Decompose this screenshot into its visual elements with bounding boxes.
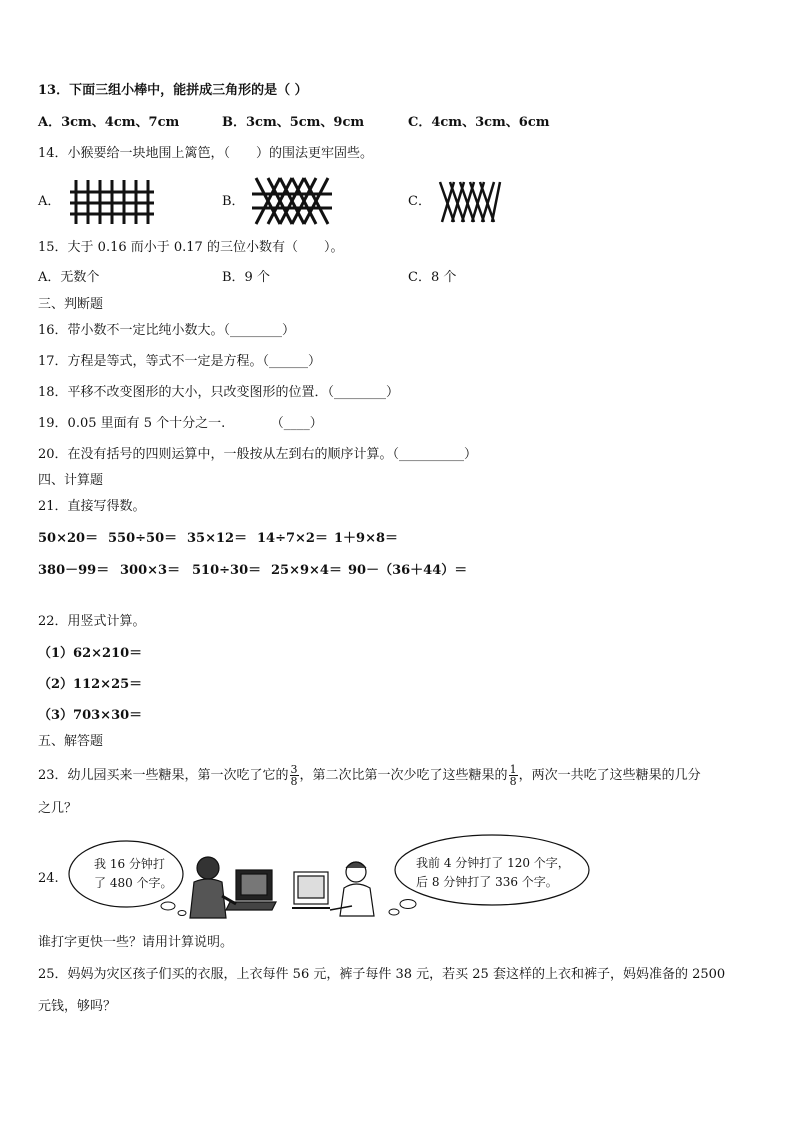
section-5-heading: 五、解答题 <box>38 734 104 749</box>
q17-text: 17．方程是等式，等式不一定是方程。（______） <box>38 354 322 369</box>
girl-at-computer-illustration <box>290 852 382 920</box>
q21-stem: 21．直接写得数。 <box>38 499 146 514</box>
bubble-right-line-1: 我前 4 分钟打了 120 个字， <box>416 856 570 870</box>
bubble-left-line-2: 了 480 个字。 <box>94 876 173 890</box>
q23-text-part-2: ，第二次比第一次少吃了这些糖果的 <box>299 768 508 783</box>
q19-text: 19．0.05 里面有 5 个十分之一. （____） <box>38 416 323 431</box>
q21-item: 14÷7×2＝ <box>257 531 328 546</box>
q23-line-2: 之几？ <box>38 801 78 816</box>
q13-option-b: B．3cm、5cm、9cm <box>222 115 365 130</box>
fence-grid-figure <box>66 178 156 226</box>
q21-item: 550÷50＝ <box>108 531 178 546</box>
q21-item: 50×20＝ <box>38 531 99 546</box>
q24-number: 24. <box>38 871 59 886</box>
section-3-heading: 三、判断题 <box>38 297 104 312</box>
q21-item: 25×9×4＝ <box>271 563 342 578</box>
q21-item: 35×12＝ <box>187 531 248 546</box>
q13-option-a: A．3cm、4cm、7cm <box>38 115 180 130</box>
q13-option-c: C．4cm、3cm、6cm <box>408 115 550 130</box>
q13-stem: 13．下面三组小棒中，能拼成三角形的是（ ） <box>38 83 308 98</box>
q22-item: （3）703×30＝ <box>38 708 143 723</box>
fence-cross-figure <box>250 176 334 226</box>
q21-item: 300×3＝ <box>120 563 181 578</box>
q14-stem: 14．小猴要给一块地围上篱笆，（ ）的围法更牢固些。 <box>38 146 374 161</box>
q15-stem: 15．大于 0.16 而小于 0.17 的三位小数有（ ）。 <box>38 240 344 255</box>
q16-text: 16．带小数不一定比纯小数大。（________） <box>38 323 296 338</box>
boy-at-computer-illustration <box>186 852 278 920</box>
q23-text-part-1: 23．幼儿园买来一些糖果，第一次吃了它的 <box>38 768 289 783</box>
q22-item: （1）62×210＝ <box>38 646 143 661</box>
q21-item: 510÷30＝ <box>192 563 262 578</box>
q22-stem: 22．用竖式计算。 <box>38 614 146 629</box>
fence-zigzag-figure <box>436 180 502 224</box>
q15-option-a: A．无数个 <box>38 270 100 285</box>
q21-item: 1＋9×8＝ <box>334 531 399 546</box>
q23-line-1 <box>38 763 701 789</box>
fraction-three-eighths: $\frac{3}{8}$ <box>290 763 298 788</box>
q25-line-2: 元钱，够吗？ <box>38 999 117 1014</box>
q14-label-c: C． <box>408 194 431 209</box>
q14-label-a: A． <box>38 194 61 209</box>
bubble-right-line-2: 后 8 分钟打了 336 个字。 <box>416 875 558 889</box>
fraction-one-eighth: $\frac{1}{8}$ <box>509 763 517 788</box>
q23-text-part-3: ，两次一共吃了这些糖果的几分 <box>518 768 701 783</box>
q22-item: （2）112×25＝ <box>38 677 143 692</box>
section-4-heading: 四、计算题 <box>38 473 104 488</box>
q15-option-b: B．9 个 <box>222 270 270 285</box>
q18-text: 18．平移不改变图形的大小，只改变图形的位置．（________） <box>38 385 400 400</box>
q20-text: 20．在没有括号的四则运算中，一般按从左到右的顺序计算。（__________） <box>38 447 478 462</box>
q15-option-c: C．8 个 <box>408 270 457 285</box>
q25-line-1: 25．妈妈为灾区孩子们买的衣服，上衣每件 56 元，裤子每件 38 元，若买 25 套这样的上衣和裤子，妈妈准备的 2500 <box>38 967 726 982</box>
q21-item: 90－（36＋44）＝ <box>348 563 468 578</box>
q14-label-b: B． <box>222 194 245 209</box>
q21-item: 380－99＝ <box>38 563 110 578</box>
bubble-left-line-1: 我 16 分钟打 <box>94 857 165 871</box>
q24-question: 谁打字更快一些？请用计算说明。 <box>38 935 234 950</box>
